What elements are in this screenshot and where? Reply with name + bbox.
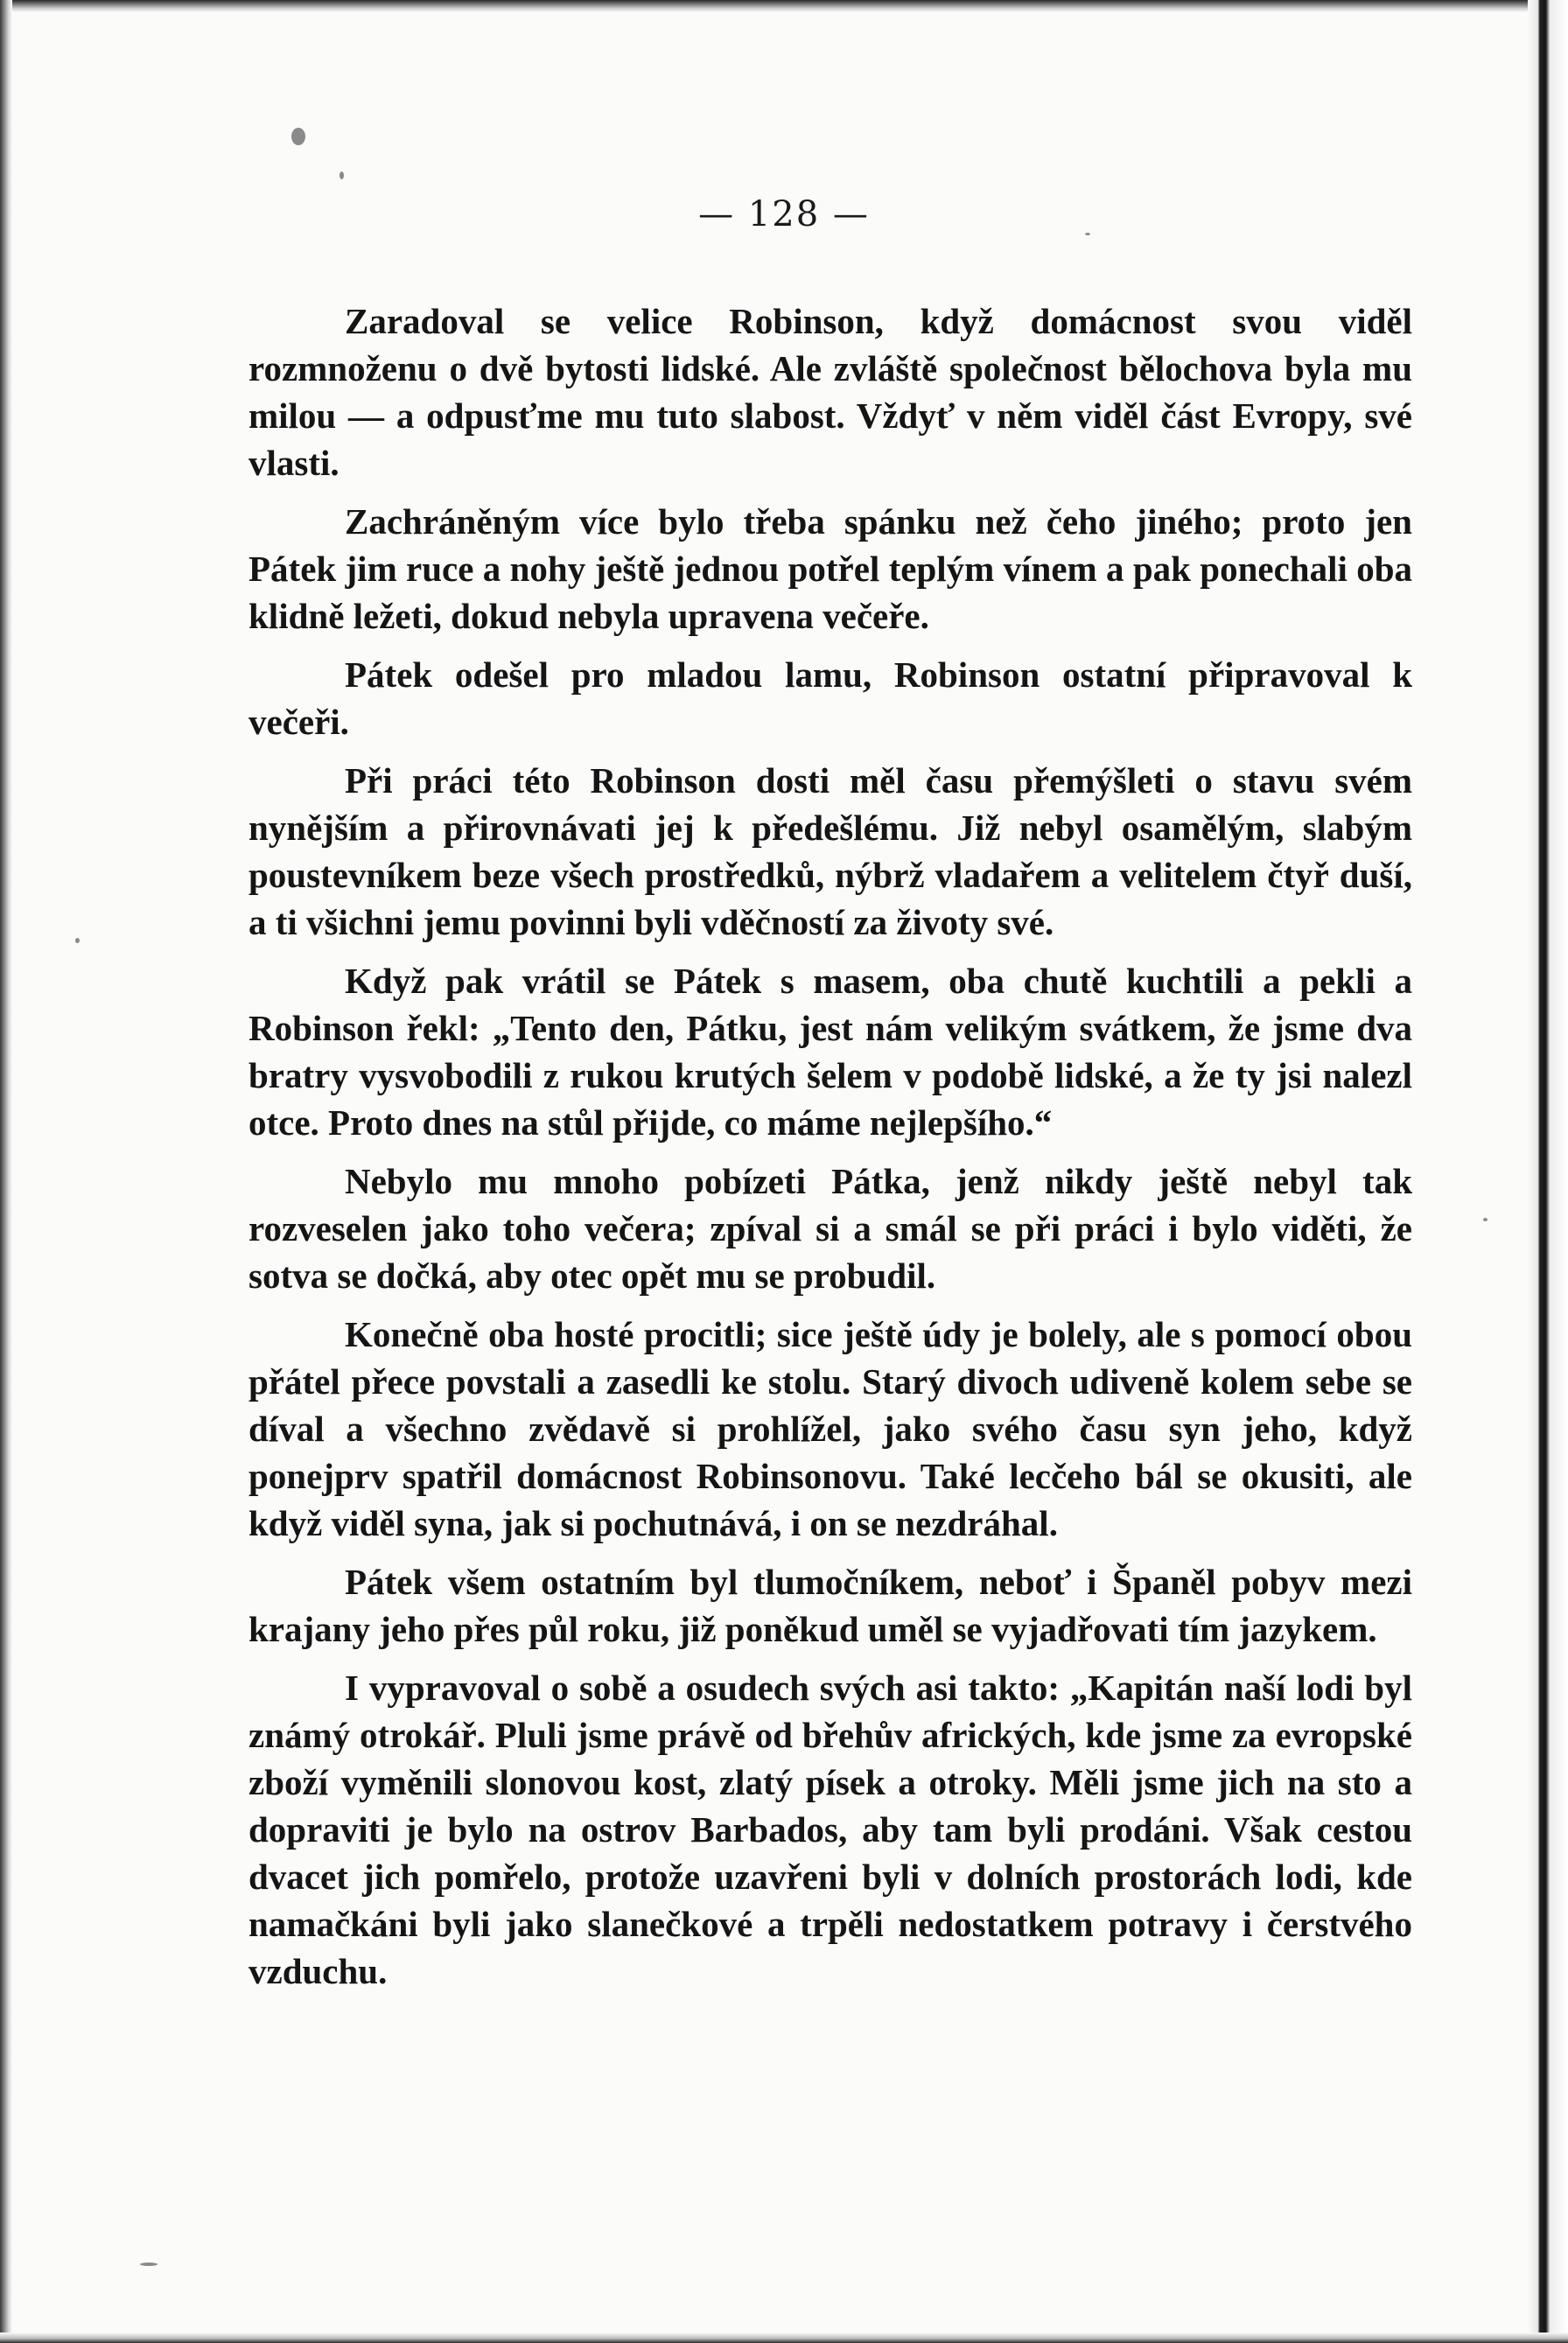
scan-top-edge xyxy=(0,0,1568,12)
paragraph: Konečně oba hosté procitli; sice ještě údy je bolely, ale s pomocí obou přátel přece povstali a zasedli ke stolu. Starý divoch udiveně kolem sebe se díval a všechno zvědavě si prohlížel, jako svého času syn jeho, když ponejprv spatřil domácnost Robinsonovu. Také lecčeho bál se okusiti, ale když viděl syna, jak si pochutnává, i on se nezdráhal. xyxy=(248,1314,1412,1543)
ink-speck xyxy=(1483,1218,1488,1221)
paragraph: Pátek odešel pro mladou lamu, Robinson ostatní připravoval k večeři. xyxy=(248,654,1412,742)
paragraph: Zachráněným více bylo třeba spánku než čeho jiného; proto jen Pátek jim ruce a nohy ještě jednou potřel teplým vínem a pak ponechali oba klidně ležeti, dokud nebyla upravena večeře. xyxy=(248,501,1412,636)
scan-right-edge-binding xyxy=(1528,0,1568,2343)
scan-bottom-edge xyxy=(0,2333,1568,2343)
paragraph: I vypravoval o sobě a osudech svých asi takto: „Kapitán naší lodi byl známý otrokář. Pluli jsme právě od břehův afrických, kde jsme za evropské zboží vyměnili slonovou kost, zlatý písek a otroky. Měli jsme jich na sto a dopraviti je bylo na ostrov Barbados, aby tam byli prodáni. Však cestou dvacet jich pomřelo, protože uzavřeni byli v dolních prostorách lodi, kde namačkáni byli jako slanečkové a trpěli nedostatkem potravy i čerstvého vzduchu. xyxy=(248,1668,1412,1991)
paragraph: Nebylo mu mnoho pobízeti Pátka, jenž nikdy ještě nebyl tak rozveselen jako toho večera; zpíval si a smál se při práci i bylo viděti, že sotva se dočká, aby otec opět mu se probudil. xyxy=(248,1161,1412,1296)
paragraph: Když pak vrátil se Pátek s masem, oba chutě kuchtili a pekli a Robinson řekl: „Tento den, Pátku, jest nám velikým svátkem, že jsme dva bratry vysvobodili z rukou krutých šelem v podobě lidské, a že ty jsi nalezl otce. Proto dnes na stůl přijde, co máme nejlepšího.“ xyxy=(248,961,1412,1143)
scan-left-edge xyxy=(0,0,12,2343)
body-text xyxy=(248,297,1412,2006)
paragraph: Při práci této Robinson dosti měl času přemýšleti o stavu svém nynějším a přirovnávati jej k předešlému. Již nebyl osamělým, slabým poustevníkem beze všech prostředků, nýbrž vladařem a velitelem čtyř duší, a ti všichni jemu povinni byli vděčností za životy své. xyxy=(248,760,1412,942)
ink-speck xyxy=(340,171,344,179)
page-number: — 128 — xyxy=(698,194,870,234)
ink-speck xyxy=(291,128,305,145)
paragraph: Pátek všem ostatním byl tlumočníkem, neboť i Španěl pobyv mezi krajany jeho přes půl roku, již poněkud uměl se vyjadřovati tím jazykem. xyxy=(248,1562,1412,1649)
ink-speck xyxy=(140,2263,158,2266)
paragraph: Zaradoval se velice Robinson, když domácnost svou viděl rozmnoženu o dvě bytosti lidské. Ale zvláště společnost bělochova byla mu milou — a odpusťme mu tuto slabost. Vždyť v něm viděl část Evropy, své vlasti. xyxy=(248,301,1412,483)
ink-speck xyxy=(75,938,80,943)
